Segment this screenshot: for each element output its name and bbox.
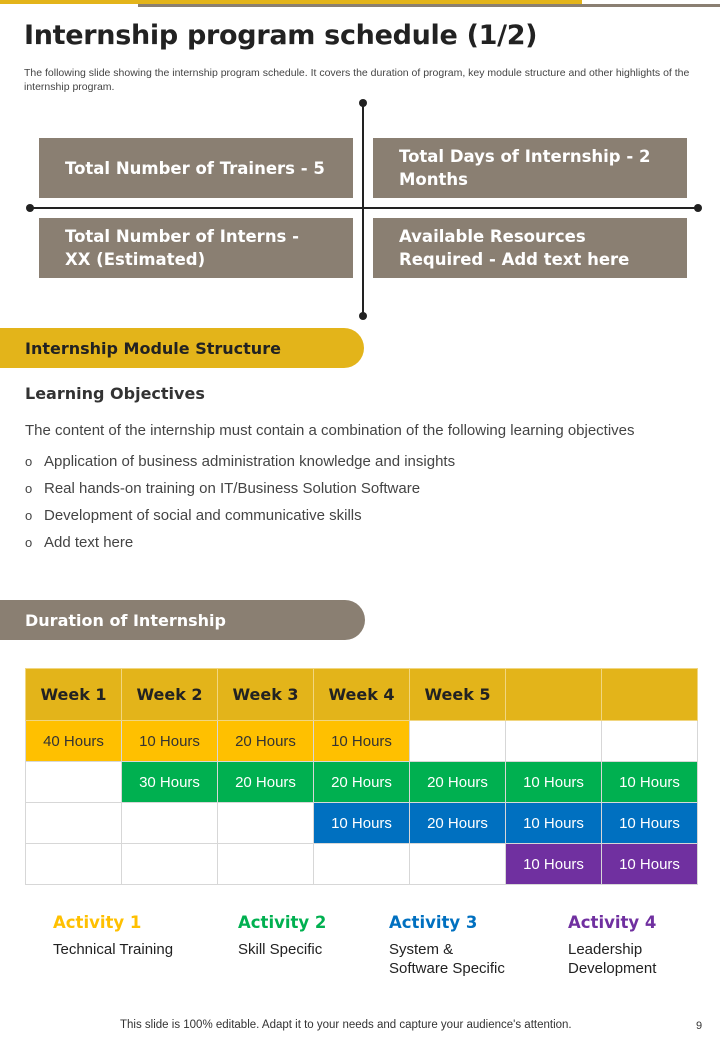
activity-description: System & Software Specific [389,941,505,977]
axis-dot-bottom [359,312,367,320]
activity-4 [568,913,656,978]
week-header-cell: Week 3 [218,669,314,721]
empty-cell [218,803,314,844]
resources-box [373,218,687,278]
bullet-circle-icon: o [25,454,33,469]
activity-3 [389,913,505,978]
empty-cell [410,844,506,885]
top-accent-bar-gray [138,4,720,7]
module-structure-title: Internship Module Structure [25,338,281,358]
empty-cell [26,762,122,803]
internship-days-text: Total Days of Internship - 2 Months [399,147,651,189]
learning-objectives-intro: The content of the internship must contain a combination of the following learning objectives [25,422,635,439]
empty-cell [218,844,314,885]
hours-cell: 30 Hours [122,762,218,803]
bullet-circle-icon: o [25,535,33,550]
activity-description: Leadership Development [568,941,657,977]
activity-title: Activity 3 [389,913,478,932]
learning-objective-item [25,529,455,556]
learning-objectives-heading: Learning Objectives [25,384,205,403]
week-header-cell: Week 5 [410,669,506,721]
empty-cell [506,721,602,762]
activity-title: Activity 1 [53,913,142,932]
table-row [26,844,698,885]
activity-description: Technical Training [53,941,174,958]
week-header-cell: Week 1 [26,669,122,721]
duration-title: Duration of Internship [25,610,226,630]
hours-cell: 10 Hours [602,844,698,885]
table-row [26,762,698,803]
table-row [26,803,698,844]
bullet-circle-icon: o [25,508,33,523]
hours-cell: 20 Hours [314,762,410,803]
trainers-count-box [39,138,353,198]
hours-cell: 20 Hours [218,762,314,803]
hours-cell: 40 Hours [26,721,122,762]
learning-objectives-list [25,448,455,556]
learning-objective-item [25,475,455,502]
learning-objective-text: Application of business administration knowledge and insights [44,453,456,470]
internship-days-box [373,138,687,198]
page-subtitle: The following slide showing the internship program schedule. It covers the duration of program, key module structure and other highlights of the internship program. [24,67,690,93]
module-structure-section-header [0,328,364,368]
empty-cell [314,844,410,885]
week-header-cell: Week 2 [122,669,218,721]
week-header-cell [602,669,698,721]
hours-cell: 20 Hours [410,762,506,803]
table-header-row [26,669,698,721]
activity-1 [53,913,173,959]
activity-description: Skill Specific [238,941,323,958]
axis-dot-left [26,204,34,212]
hours-cell: 10 Hours [506,762,602,803]
empty-cell [122,844,218,885]
hours-cell: 10 Hours [506,844,602,885]
activity-title: Activity 4 [568,913,657,932]
hours-cell: 10 Hours [602,803,698,844]
empty-cell [26,844,122,885]
table-row [26,721,698,762]
duration-schedule-table [25,668,698,885]
week-header-cell [506,669,602,721]
quadrant-vertical-axis [362,103,364,316]
hours-cell: 20 Hours [410,803,506,844]
learning-objective-text: Add text here [44,534,134,551]
activity-2 [238,913,326,959]
trainers-count-text: Total Number of Trainers - 5 [65,158,325,178]
learning-objective-item [25,448,455,475]
empty-cell [410,721,506,762]
hours-cell: 10 Hours [314,803,410,844]
interns-count-box [39,218,353,278]
hours-cell: 20 Hours [218,721,314,762]
duration-section-header [0,600,365,640]
interns-count-text: Total Number of Interns - XX (Estimated) [65,227,299,269]
learning-objective-text: Real hands-on training on IT/Business Solution Software [44,480,421,497]
page-title: Internship program schedule (1/2) [24,20,538,51]
hours-cell: 10 Hours [122,721,218,762]
hours-cell: 10 Hours [506,803,602,844]
learning-objective-item [25,502,455,529]
empty-cell [122,803,218,844]
quadrant-horizontal-axis [30,207,698,209]
axis-dot-top [359,99,367,107]
resources-text: Available Resources Required - Add text here [399,227,630,269]
axis-dot-right [694,204,702,212]
footer-note: This slide is 100% editable. Adapt it to your needs and capture your audience's attention. [120,1019,572,1031]
hours-cell: 10 Hours [602,762,698,803]
empty-cell [602,721,698,762]
empty-cell [26,803,122,844]
activity-title: Activity 2 [238,913,327,932]
learning-objective-text: Development of social and communicative skills [44,507,362,524]
week-header-cell: Week 4 [314,669,410,721]
page-number: 9 [696,1020,703,1032]
hours-cell: 10 Hours [314,721,410,762]
bullet-circle-icon: o [25,481,33,496]
